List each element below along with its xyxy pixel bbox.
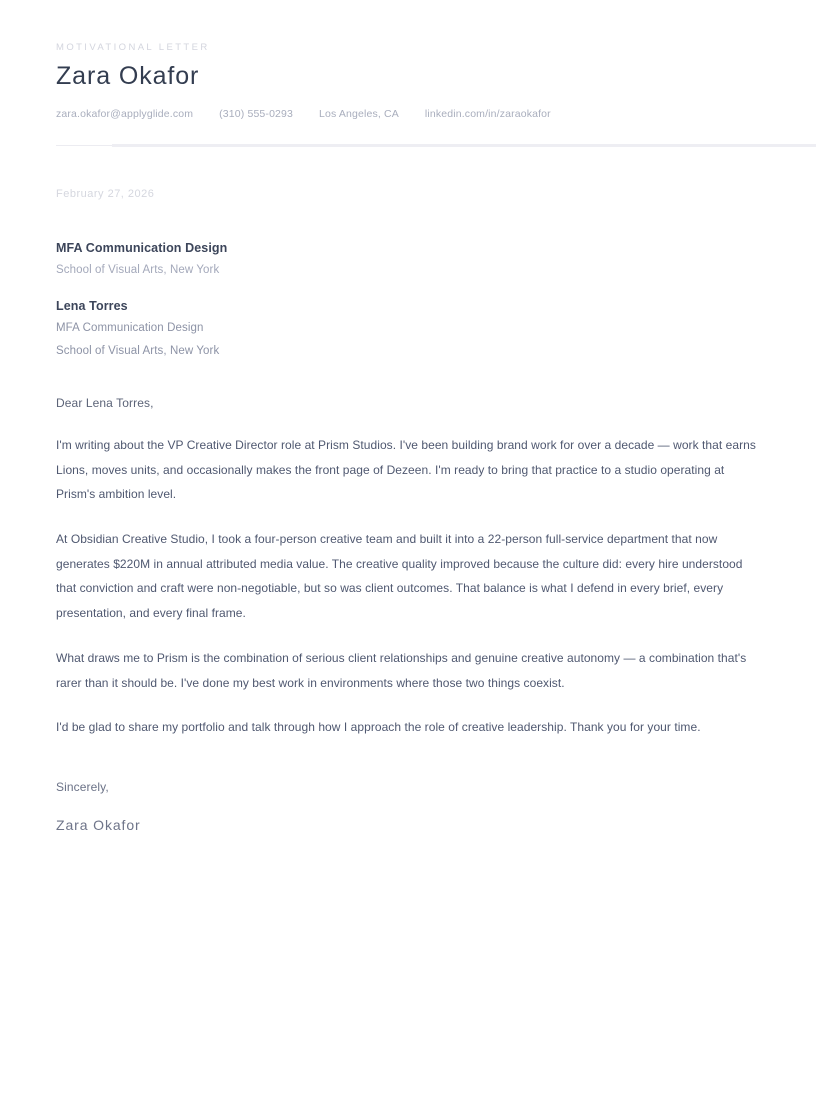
body-paragraph-1: I'm writing about the VP Creative Director role at Prism Studios. I've been building brand work for over a decade — work that earns Lions, moves units, and occasionally makes the front page of Dezeen. I'm ready to bring that practice to a studio operating at Prism's ambition level. [56,437,756,502]
document-type-eyebrow: MOTIVATIONAL LETTER [56,42,210,53]
letter-date: February 27, 2026 [56,187,155,200]
program-school: School of Visual Arts, New York [56,264,220,277]
recipient-block [56,295,760,362]
body-paragraph-3: What draws me to Prism is the combination of serious client relationships and genuine creative autonomy — a combination that's rarer than it should be. I've done my best work in environments where those two things coexist. [56,650,747,690]
contact-phone[interactable]: (310) 555-0293 [219,108,294,121]
contact-linkedin[interactable]: linkedin.com/in/zaraokafor [424,108,551,121]
body-paragraph-4: I'd be glad to share my portfolio and talk through how I approach the role of creative leadership. Thank you for your time. [56,720,701,735]
header-divider-inner-rule [112,144,816,147]
closing-salutation: Sincerely, [56,779,109,794]
recipient-name: Lena Torres [56,298,128,313]
program-title: MFA Communication Design [56,241,228,256]
contact-row [56,107,760,122]
sender-name: Zara Okafor [56,62,200,91]
body-paragraph-2: At Obsidian Creative Studio, I took a four-person creative team and built it into a 22-person full-service department that now generates $220M in annual attributed media value. The creative quality improved because the culture did: every hire understood that conviction and craft were non-negotiable, but so was client outcomes. That balance is what I defend in every brief, every presentation, and every final frame. [56,531,743,621]
contact-email[interactable]: zara.okafor@applyglide.com [56,108,194,121]
signature-name: Zara Okafor [56,817,141,834]
letter-header [0,0,816,147]
contact-location: Los Angeles, CA [319,108,399,121]
header-divider [56,144,760,147]
recipient-line-2: School of Visual Arts, New York [56,344,220,357]
letter-body [0,187,816,836]
salutation: Dear Lena Torres, [56,395,154,410]
recipient-line-1: MFA Communication Design [56,322,204,335]
program-block [56,238,760,282]
